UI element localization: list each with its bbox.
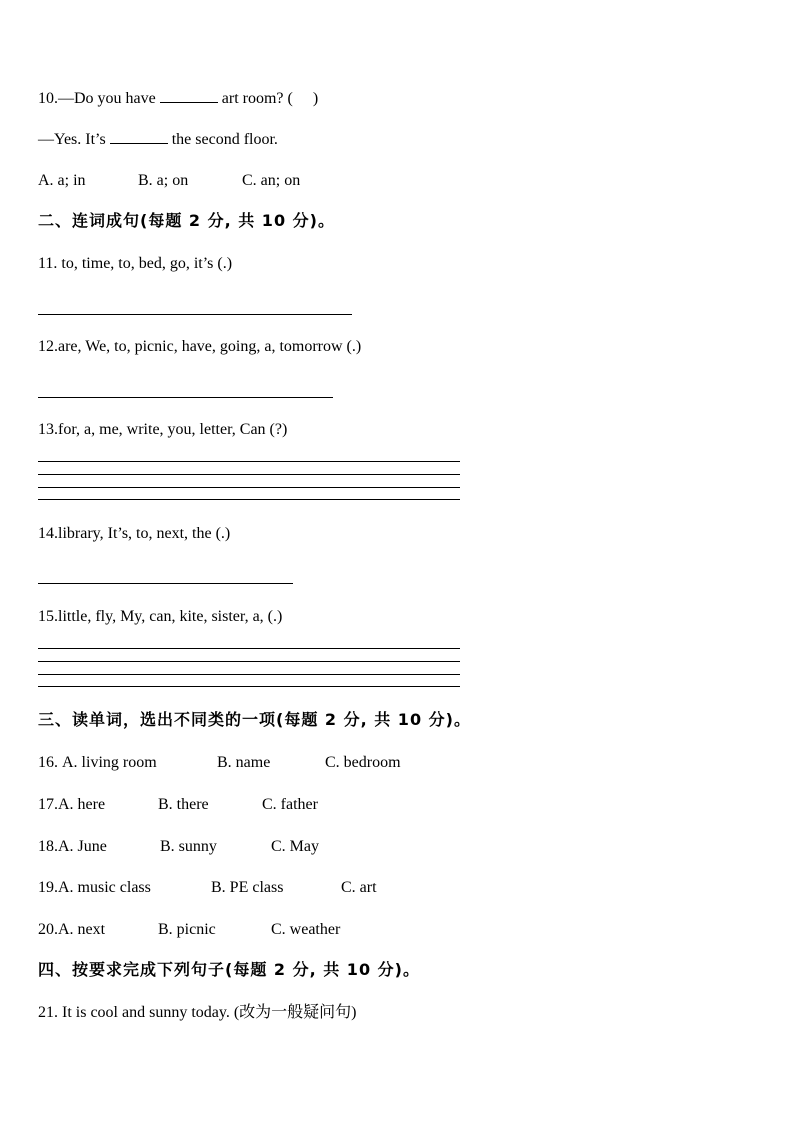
- q20-number: 20.: [38, 921, 58, 938]
- q19-option-c[interactable]: C. art: [341, 879, 377, 896]
- q13-answer-line-4[interactable]: [38, 499, 460, 500]
- question-17: [38, 795, 318, 815]
- question-11: 11. to, time, to, bed, go, it’s (.): [38, 255, 233, 272]
- q15-answer-line-2[interactable]: [38, 661, 460, 662]
- q10-option-a[interactable]: A. a; in: [38, 172, 86, 189]
- q15-answer-line-4[interactable]: [38, 686, 460, 687]
- question-19: [38, 878, 377, 898]
- q10-text-a: 10.—Do you have: [38, 90, 160, 107]
- q18-option-c[interactable]: C. May: [271, 838, 319, 855]
- q15-answer-line-1[interactable]: [38, 648, 460, 649]
- question-10-line-2: [38, 129, 278, 150]
- q16-option-a[interactable]: A. living room: [62, 754, 157, 771]
- q16-option-c[interactable]: C. bedroom: [325, 754, 401, 771]
- question-20: [38, 920, 340, 940]
- q12-answer-line[interactable]: [38, 397, 333, 398]
- q11-answer-line[interactable]: [38, 314, 352, 315]
- q10-text-b: art room? ( ): [217, 90, 319, 107]
- section-4-heading: 四、按要求完成下列句子(每题 2 分, 共 10 分)。: [38, 960, 420, 979]
- q10-blank-2[interactable]: [110, 129, 168, 144]
- section-2-heading: 二、连词成句(每题 2 分, 共 10 分)。: [38, 211, 335, 230]
- section-3-heading: 三、读单词，选出不同类的一项(每题 2 分, 共 10 分)。: [38, 710, 471, 729]
- q14-answer-line[interactable]: [38, 583, 293, 584]
- q13-answer-line-3[interactable]: [38, 487, 460, 488]
- q16-number: 16.: [38, 754, 62, 771]
- q10-option-b[interactable]: B. a; on: [138, 172, 189, 189]
- q18-option-b[interactable]: B. sunny: [160, 838, 217, 855]
- q18-number: 18.: [38, 838, 58, 855]
- q19-option-a[interactable]: A. music class: [58, 879, 151, 896]
- question-18: [38, 837, 319, 857]
- question-13: 13.for, a, me, write, you, letter, Can (?): [38, 421, 288, 438]
- q17-number: 17.: [38, 796, 58, 813]
- q17-option-c[interactable]: C. father: [262, 796, 318, 813]
- q20-option-c[interactable]: C. weather: [271, 921, 341, 938]
- question-10-line-1: [38, 88, 318, 109]
- q10-option-c[interactable]: C. an; on: [242, 172, 301, 189]
- q13-answer-line-2[interactable]: [38, 474, 460, 475]
- q17-option-a[interactable]: A. here: [58, 796, 106, 813]
- q18-option-a[interactable]: A. June: [58, 838, 107, 855]
- question-12: 12.are, We, to, picnic, have, going, a, tomorrow (.): [38, 338, 362, 355]
- q10-blank-1[interactable]: [160, 88, 218, 103]
- q10-text-d: the second floor.: [167, 131, 278, 148]
- question-15: 15.little, fly, My, can, kite, sister, a, (.): [38, 608, 283, 625]
- q10-text-c: —Yes. It’s: [38, 131, 110, 148]
- q19-number: 19.: [38, 879, 58, 896]
- q13-answer-line-1[interactable]: [38, 461, 460, 462]
- q16-option-b[interactable]: B. name: [217, 754, 271, 771]
- q20-option-b[interactable]: B. picnic: [158, 921, 216, 938]
- question-21: 21. It is cool and sunny today. (改为一般疑问句): [38, 1004, 357, 1021]
- question-16: [38, 753, 401, 773]
- q19-option-b[interactable]: B. PE class: [211, 879, 284, 896]
- q15-answer-line-3[interactable]: [38, 674, 460, 675]
- question-14: 14.library, It’s, to, next, the (.): [38, 525, 231, 542]
- q20-option-a[interactable]: A. next: [58, 921, 106, 938]
- q17-option-b[interactable]: B. there: [158, 796, 209, 813]
- question-10-options: [38, 171, 300, 191]
